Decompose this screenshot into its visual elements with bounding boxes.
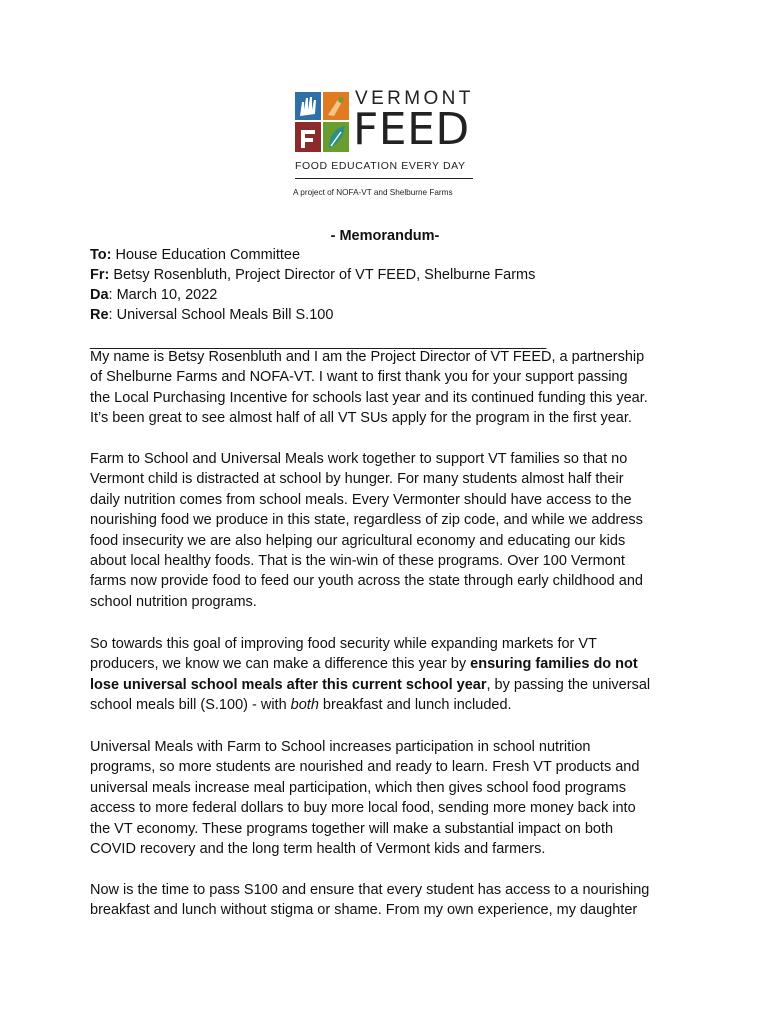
text-run: , by passing the universal xyxy=(486,676,651,693)
text-line: access to more federal dollars to buy more local food, sending more money back into xyxy=(90,800,636,817)
to-value: House Education Committee xyxy=(111,247,301,263)
from-value: Betsy Rosenbluth, Project Director of VT FEED, Shelburne Farms xyxy=(109,267,536,283)
text-line: about local healthy foods. That is the win-win of these programs. Over 100 Vermont xyxy=(90,553,625,570)
paragraph-intro xyxy=(90,347,680,429)
text-line: It’s been great to see almost half of all VT SUs apply for the program in the first year. xyxy=(90,410,632,427)
logo-project-line: A project of NOFA-VT and Shelburne Farms xyxy=(293,188,453,197)
text-line: Universal Meals with Farm to School increases participation in school nutrition xyxy=(90,739,591,755)
text-line: programs, so more students are nourished and ready to learn. Fresh VT products and xyxy=(90,759,640,776)
memo-date-line xyxy=(90,285,217,305)
re-label: Re xyxy=(90,307,109,323)
text-line: the Local Purchasing Incentive for schools last year and its continued funding this year. xyxy=(90,389,648,406)
memo-title: - Memorandum- xyxy=(330,228,440,244)
text-line: the VT economy. These programs together will make a substantial impact on both xyxy=(90,820,614,837)
logo-icon xyxy=(295,92,351,154)
memo-to-line xyxy=(90,245,300,265)
text-line: COVID recovery and the long term health of Vermont kids and farmers. xyxy=(90,841,546,858)
text-run: producers, we know we can make a difference this year by xyxy=(90,656,471,673)
from-label: Fr: xyxy=(90,267,110,283)
text-line: Farm to School and Universal Meals work together to support VT families so that no xyxy=(90,451,628,467)
text-line: farms now provide food to feed our youth across the state through early childhood and xyxy=(90,573,643,590)
italic-text: both xyxy=(290,697,319,714)
text-line: breakfast and lunch without stigma or shame. From my own experience, my daughter xyxy=(90,902,638,919)
text-line: food insecurity we are also helping our agricultural economy and educating our kids xyxy=(90,532,626,549)
emphasis-text: lose universal school meals after this current school year xyxy=(90,676,487,693)
text-line xyxy=(90,695,680,715)
logo-tagline: FOOD EDUCATION EVERY DAY xyxy=(295,160,466,172)
paragraph-farm-to-school xyxy=(90,449,680,612)
to-label: To: xyxy=(90,247,112,263)
text-line: of Shelburne Farms and NOFA-VT. I want to first thank you for your support passing xyxy=(90,369,628,386)
date-value: : March 10, 2022 xyxy=(108,287,218,303)
text-line: Now is the time to pass S100 and ensure that every student has access to a nourishing xyxy=(90,882,650,898)
text-line: school nutrition programs. xyxy=(90,593,257,610)
text-line: universal meals increase meal participation, which then gives school food programs xyxy=(90,779,626,796)
logo-divider xyxy=(295,178,473,179)
text-run: breakfast and lunch included. xyxy=(318,697,512,714)
text-line: My name is Betsy Rosenbluth and I am the Project Director of VT FEED, a partnership xyxy=(90,349,645,365)
text-line: So towards this goal of improving food security while expanding markets for VT xyxy=(90,636,597,652)
paragraph-universal-meals xyxy=(90,737,680,859)
emphasis-text: ensuring families do not xyxy=(470,656,638,673)
memo-re-line xyxy=(90,305,333,325)
date-label: Da xyxy=(90,287,109,303)
text-run: school meals bill (S.100) - with xyxy=(90,697,291,714)
text-line xyxy=(90,675,680,695)
memo-separator: __________________________________________________________ xyxy=(90,334,547,350)
logo-wordmark-top: VERMONT xyxy=(355,88,474,109)
vermont-feed-logo xyxy=(293,88,483,203)
memo-from-line xyxy=(90,265,535,285)
paragraph-closing xyxy=(90,880,680,921)
re-value: : Universal School Meals Bill S.100 xyxy=(108,307,334,323)
text-line: Vermont child is distracted at school by hunger. For many students almost half their xyxy=(90,471,624,488)
text-line: nourishing food we produce in this state, regardless of zip code, and while we address xyxy=(90,512,643,529)
text-line: daily nutrition comes from school meals. Every Vermonter should have access to the xyxy=(90,491,632,508)
text-line xyxy=(90,654,680,674)
paragraph-food-security xyxy=(90,634,680,716)
logo-wordmark-main: FEED xyxy=(353,104,470,155)
